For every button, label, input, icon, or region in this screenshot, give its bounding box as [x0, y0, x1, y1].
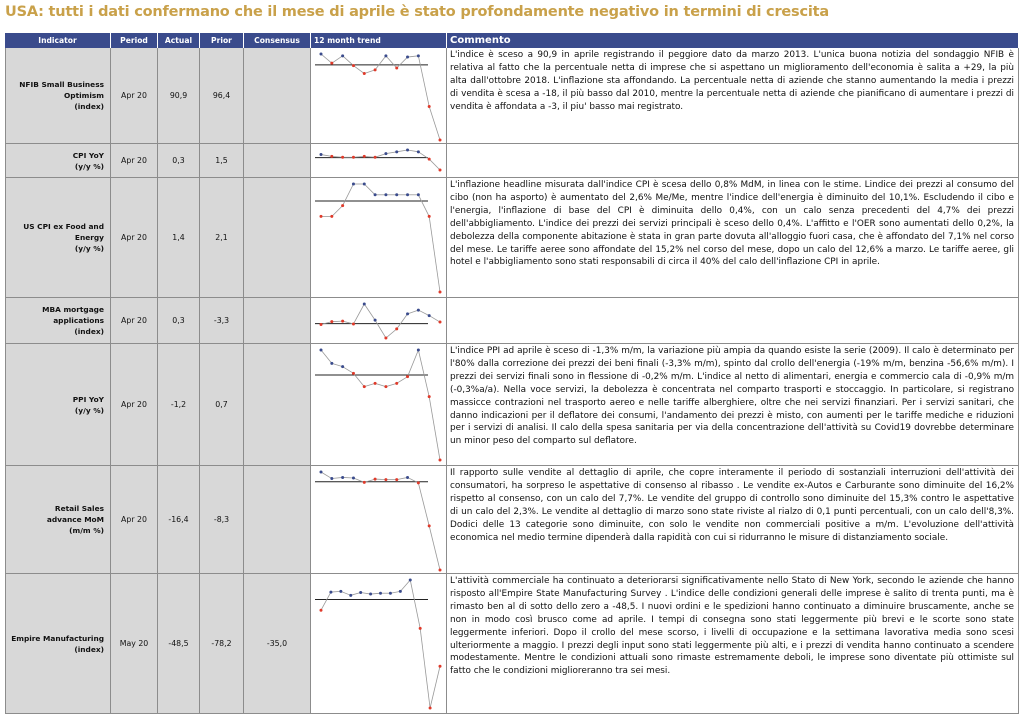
header-period: Period [111, 33, 158, 48]
indicator-name-line: (index) [74, 644, 104, 654]
trend-point [439, 169, 442, 172]
indicator-name-line: Empire Manufacturing [11, 633, 104, 643]
trend-segment [397, 57, 408, 68]
trend-segment [386, 383, 397, 386]
actual-cell: 0,3 [158, 144, 200, 178]
trend-point [320, 609, 323, 612]
trend-point [395, 67, 398, 70]
trend-segment [375, 154, 386, 158]
trend-point [352, 372, 355, 375]
trend-chart-cell [311, 178, 447, 298]
indicator-name [19, 79, 104, 112]
table-row [5, 574, 1019, 714]
trend-point [330, 215, 333, 218]
indicator-cell [5, 144, 111, 178]
trend-point [409, 579, 412, 582]
trend-point [341, 476, 344, 479]
actual-cell: 1,4 [158, 178, 200, 298]
trend-segment [386, 329, 397, 338]
indicator-name-line: (y/y %) [74, 161, 104, 171]
indicator-name [47, 503, 104, 536]
header-trend: 12 month trend [311, 33, 447, 48]
trend-point [320, 53, 323, 56]
consensus-cell [244, 144, 311, 178]
trend-point [406, 375, 409, 378]
page-title: USA: tutti i dati confermano che il mese di aprile è stato profondamente negativo in termini di crescita [5, 4, 829, 20]
indicator-name-line: PPI YoY [72, 394, 104, 404]
period-cell: Apr 20 [111, 298, 158, 344]
trend-segment [429, 397, 440, 460]
table-row [5, 144, 1019, 178]
indicator-name-line: Energy [74, 233, 104, 242]
trend-chart-cell [311, 574, 447, 714]
trend-segment [332, 477, 343, 478]
trend-segment [353, 66, 364, 74]
comment-cell: L'inflazione headline misurata dall'indice CPI è scesa dello 0,8% MdM, in linea con le stime. Lindice dei prezzi al consumo del cibo (non ha asporto) è aumentato del 2,6% Me/Me, mentre l'indice dell'energia è diminuito del 10,1%. Escludendo il cibo e l'energia, l'inflazione di base del CPI è diminuita dello 0,4%, con un calo senza precedenti del 4,7% dei prezzi dell'abbigliamento. L'indice dei prezzi dei servizi principali è sceso dello 0,4%. L'affitto e l'OER sono aumentati dello 0,2%, la debolezza della componente abitazione è stata in gran parte dovuta all'alloggio fuori casa, che è affondato del 7,1% nel corso del mese. Le tariffe aeree sono affondate del 15,2% nel corso del mese, dopo un calo del 12,6% a marzo. Le tariffe aeree, gli hotel e l'abbigliamento sono stati responsabili di circa il 40% del calo dell'inflazione CPI in aprile. [447, 178, 1019, 298]
trend-segment [397, 150, 408, 152]
table-row [5, 48, 1019, 144]
trend-segment [364, 156, 375, 157]
header-consensus: Consensus [244, 33, 311, 48]
trend-segment [397, 477, 408, 479]
consensus-cell [244, 48, 311, 144]
trend-point [429, 707, 432, 710]
trend-segment [364, 383, 375, 386]
indicator-cell [5, 466, 111, 574]
trend-point [341, 365, 344, 368]
trend-segment [418, 195, 429, 217]
trend-point [417, 193, 420, 196]
header-comment: Commento [447, 33, 1019, 48]
trend-segment [429, 159, 440, 170]
indicator-cell [5, 48, 111, 144]
trend-segment [386, 56, 397, 68]
trend-point [439, 569, 442, 572]
comment-cell: L'indice PPI ad aprile è sceso di -1,3% m/m, la variazione più ampia da quando esiste la serie (2009). Il calo è determinato per l'80% dalla correzione dei prezzi dei beni finali (-3,3% m/m), spinto dal crollo dell'energia (-19% m/m, benzina -56,6% m/m). I prezzi dei servizi finali sono in flessione di -0,2% m/m. L'indice al netto di alimentari, energia e commercio cala di -0,9% m/m (-0,3%a/a). Nella voce servizi, la debolezza è concentrata nel comparto trasporti e stoccaggio. In particolare, si registrano massicce contrazioni nel trasporto aereo e nelle tariffe alberghiere, oltre che nei servizi finanziari. Per i servizi sanitari, che danno indicazioni per il deflatore dei consumi, l'andamento dei prezzi è misto, con aumenti per le tariffe mediche e riduzioni per i servizi di analisi. Il calo della spesa sanitaria per via della concentrazione dell'attività su Covid19 dovrebbe determinare un minor peso del comparto sul deflatore. [447, 344, 1019, 466]
trend-segment [364, 184, 375, 195]
trend-point [428, 314, 431, 317]
trend-segment [351, 593, 361, 596]
trend-segment [418, 483, 429, 526]
indicator-name [11, 633, 104, 655]
trend-point [439, 459, 442, 462]
trend-point [395, 150, 398, 153]
consensus-cell [244, 298, 311, 344]
trend-point [406, 312, 409, 315]
indicator-name [73, 394, 104, 416]
trend-point [417, 349, 420, 352]
trend-point [349, 594, 352, 597]
header-prior: Prior [200, 33, 244, 48]
trend-segment [321, 350, 332, 363]
trend-point [330, 320, 333, 323]
trend-segment [418, 350, 429, 397]
trend-segment [375, 320, 386, 338]
trend-sparkline [311, 574, 446, 712]
trend-point [419, 627, 422, 630]
trend-point [428, 524, 431, 527]
trend-point [384, 193, 387, 196]
comment-cell [447, 298, 1019, 344]
indicator-name [42, 304, 104, 337]
trend-point [320, 153, 323, 156]
trend-point [428, 105, 431, 108]
trend-point [428, 215, 431, 218]
trend-point [329, 591, 332, 594]
trend-point [330, 362, 333, 365]
prior-cell: -3,3 [200, 298, 244, 344]
period-cell: Apr 20 [111, 144, 158, 178]
trend-point [330, 155, 333, 158]
trend-chart-cell [311, 344, 447, 466]
trend-point [384, 385, 387, 388]
period-cell: May 20 [111, 574, 158, 714]
trend-segment [343, 477, 354, 478]
trend-point [359, 591, 362, 594]
trend-segment [408, 150, 419, 152]
trend-point [428, 395, 431, 398]
trend-sparkline [311, 344, 446, 464]
trend-segment [400, 580, 410, 591]
trend-segment [418, 310, 429, 316]
indicator-name [23, 221, 104, 254]
period-cell: Apr 20 [111, 344, 158, 466]
indicator-name [73, 150, 104, 172]
trend-segment [321, 592, 331, 610]
trend-segment [397, 314, 408, 329]
trend-point [363, 385, 366, 388]
consensus-cell [244, 466, 311, 574]
indicator-cell [5, 344, 111, 466]
trend-sparkline [311, 144, 446, 174]
trend-segment [343, 367, 354, 374]
trend-segment [397, 377, 408, 384]
table-header [5, 33, 1019, 48]
indicator-name-line: (index) [74, 102, 104, 111]
trend-point [374, 382, 377, 385]
trend-point [389, 592, 392, 595]
trend-point [352, 64, 355, 67]
trend-point [352, 476, 355, 479]
trend-point [330, 477, 333, 480]
trend-sparkline [311, 466, 446, 574]
trend-point [352, 322, 355, 325]
trend-segment [418, 56, 429, 107]
header-indicator: Indicator [5, 33, 111, 48]
indicator-name-line: (y/y %) [74, 244, 104, 253]
table-row [5, 466, 1019, 574]
trend-point [395, 478, 398, 481]
indicator-name-line: MBA mortgage [42, 305, 104, 314]
trend-point [406, 193, 409, 196]
consensus-cell [244, 178, 311, 298]
table-row [5, 344, 1019, 466]
trend-point [384, 478, 387, 481]
trend-point [320, 323, 323, 326]
trend-point [374, 478, 377, 481]
trend-segment [408, 310, 419, 314]
indicator-name-line: Retail Sales [54, 504, 104, 513]
indicator-name-line: (y/y %) [74, 405, 104, 415]
prior-cell: 96,4 [200, 48, 244, 144]
trend-segment [429, 526, 440, 570]
trend-segment [420, 628, 430, 708]
period-cell: Apr 20 [111, 48, 158, 144]
indicator-cell [5, 574, 111, 714]
prior-cell: 0,7 [200, 344, 244, 466]
actual-cell: -1,2 [158, 344, 200, 466]
period-cell: Apr 20 [111, 178, 158, 298]
trend-point [399, 590, 402, 593]
comment-cell: L'indice è sceso a 90,9 in aprile registrando il peggiore dato da marzo 2013. L'unica buona notizia del sondaggio NFIB è relativa al fatto che la percentuale netta di imprese che si aspettano un miglioramento dell'economia è salita a +29, la più alta dall'ottobre 2018. L'inflazione sta affondando. La percentuale netta di aziende che stanno aumentando la media i prezzi di vendita è scesa a -18, il più basso dal 2010, mentre la percentuale netta di aziende che pianificano di aumentare i prezzi di vendita è affondata a -3, il piu' basso mai registrato. [447, 48, 1019, 144]
trend-point [417, 150, 420, 153]
trend-segment [353, 304, 364, 324]
trend-segment [332, 156, 343, 157]
consensus-cell [244, 344, 311, 466]
actual-cell: -48,5 [158, 574, 200, 714]
trend-segment [408, 350, 419, 377]
trend-segment [375, 383, 386, 386]
comment-cell [447, 144, 1019, 178]
trend-segment [429, 316, 440, 322]
trend-sparkline [311, 178, 446, 296]
trend-chart-cell [311, 144, 447, 178]
indicator-name-line: NFIB Small Business [19, 80, 104, 89]
trend-segment [408, 56, 419, 57]
actual-cell: 0,3 [158, 298, 200, 344]
trend-segment [341, 591, 351, 595]
trend-point [439, 291, 442, 294]
trend-chart-cell [311, 466, 447, 574]
trend-segment [429, 106, 440, 140]
trend-segment [390, 591, 400, 593]
trend-point [406, 56, 409, 59]
trend-point [320, 349, 323, 352]
actual-cell: -16,4 [158, 466, 200, 574]
trend-segment [429, 216, 440, 292]
trend-segment [386, 152, 397, 154]
trend-segment [375, 56, 386, 70]
trend-segment [321, 472, 332, 479]
trend-point [320, 215, 323, 218]
indicator-name-line: CPI YoY [72, 150, 104, 160]
trend-point [384, 337, 387, 340]
trend-point [320, 471, 323, 474]
comment-cell: L'attività commerciale ha continuato a deteriorarsi significativamente nello Stato di New York, secondo le aziende che hanno risposto all'Empire State Manufacturing Survey . L'indice delle condizioni generali delle imprese è salito di trenta punti, ma è rimasto ben al di sotto dello zero a -48,5. I nuovi ordini e le spedizioni hanno continuato a diminuire bruscamente, anche se non in modo così brusco come ad aprile. I tempi di consegna sono stati leggermente più brevi e le scorte sono state leggermente inferiori. Dopo il crollo del mese scorso, i livelli di occupazione e la settimana lavorativa media sono scesi ulteriormente a maggio. I prezzi degli input sono stati leggermente più alti, e i prezzi di vendita hanno continuato a scendere modestamente. Mentre le condizioni attuali sono rimaste estremamente deboli, le imprese sono diventate più ottimiste sul fatto che le condizioni miglioreranno tra sei mesi. [447, 574, 1019, 714]
trend-point [439, 139, 442, 142]
table-row [5, 178, 1019, 298]
comment-cell: Il rapporto sulle vendite al dettaglio di aprile, che copre interamente il periodo di sostanziali interruzioni dell'attività dei consumatori, ha sorpreso le aspettative di consenso al ribasso . Le vendite ex-Autos e Carburante sono diminuite del 16,2% rispetto al consenso, con un calo del 7,7%. Le vendite del gruppo di controllo sono diminuite del 15,3% contro le aspettative di un calo del 2,3%. Le vendite al dettaglio di marzo sono state riviste al rialzo di 0,1 punti percentuali, con un calo dell'8,3%. Dodici delle 13 categorie sono diminuite, con solo le vendite non commerciali positive a m/m. L'evoluzione dell'attività economica nel medio termine dipenderà dalla rapidità con cui si ridurranno le misure di distanziamento sociale. [447, 466, 1019, 574]
indicator-name-line: Optimism [64, 91, 104, 100]
trend-segment [375, 479, 386, 480]
period-cell: Apr 20 [111, 466, 158, 574]
trend-point [341, 320, 344, 323]
trend-point [341, 156, 344, 159]
trend-point [352, 156, 355, 159]
trend-segment [321, 54, 332, 63]
trend-point [363, 481, 366, 484]
trend-segment [353, 156, 364, 157]
trend-segment [364, 70, 375, 74]
trend-sparkline [311, 48, 446, 144]
table-row [5, 298, 1019, 344]
trend-segment [430, 666, 440, 708]
trend-point [406, 149, 409, 152]
trend-point [439, 665, 442, 668]
trend-point [330, 62, 333, 65]
indicator-name-line: (index) [74, 327, 104, 336]
trend-point [374, 68, 377, 71]
trend-point [363, 72, 366, 75]
prior-cell: 1,5 [200, 144, 244, 178]
prior-cell: 2,1 [200, 178, 244, 298]
trend-point [379, 592, 382, 595]
trend-segment [361, 593, 371, 595]
trend-point [374, 193, 377, 196]
trend-segment [343, 56, 354, 66]
trend-point [395, 193, 398, 196]
indicator-cell [5, 178, 111, 298]
trend-point [417, 54, 420, 57]
trend-point [406, 476, 409, 479]
trend-point [417, 481, 420, 484]
trend-point [363, 155, 366, 158]
trend-point [384, 54, 387, 57]
trend-segment [332, 321, 343, 322]
trend-point [439, 321, 442, 324]
trend-point [374, 319, 377, 322]
indicator-name-line: advance MoM [46, 515, 104, 524]
indicator-name-line: (m/m %) [69, 526, 104, 535]
trend-point [428, 158, 431, 161]
trend-point [352, 183, 355, 186]
trend-point [374, 156, 377, 159]
trend-segment [332, 206, 343, 217]
trend-chart-cell [311, 48, 447, 144]
trend-point [341, 204, 344, 207]
trend-segment [343, 184, 354, 206]
trend-point [384, 152, 387, 155]
trend-point [369, 593, 372, 596]
trend-segment [321, 155, 332, 157]
trend-point [341, 54, 344, 57]
trend-sparkline [311, 298, 446, 342]
indicator-name-line: US CPI ex Food and [23, 222, 104, 231]
prior-cell: -78,2 [200, 574, 244, 714]
trend-point [395, 327, 398, 330]
prior-cell: -8,3 [200, 466, 244, 574]
trend-segment [410, 580, 420, 628]
indicator-cell [5, 298, 111, 344]
trend-point [395, 382, 398, 385]
trend-segment [364, 304, 375, 320]
trend-chart-cell [311, 298, 447, 344]
header-actual: Actual [158, 33, 200, 48]
trend-point [363, 303, 366, 306]
consensus-cell: -35,0 [244, 574, 311, 714]
trend-segment [332, 56, 343, 63]
trend-point [339, 590, 342, 593]
actual-cell: 90,9 [158, 48, 200, 144]
trend-point [417, 309, 420, 312]
trend-segment [332, 363, 343, 366]
indicator-name-line: applications [53, 316, 104, 325]
trend-point [363, 183, 366, 186]
